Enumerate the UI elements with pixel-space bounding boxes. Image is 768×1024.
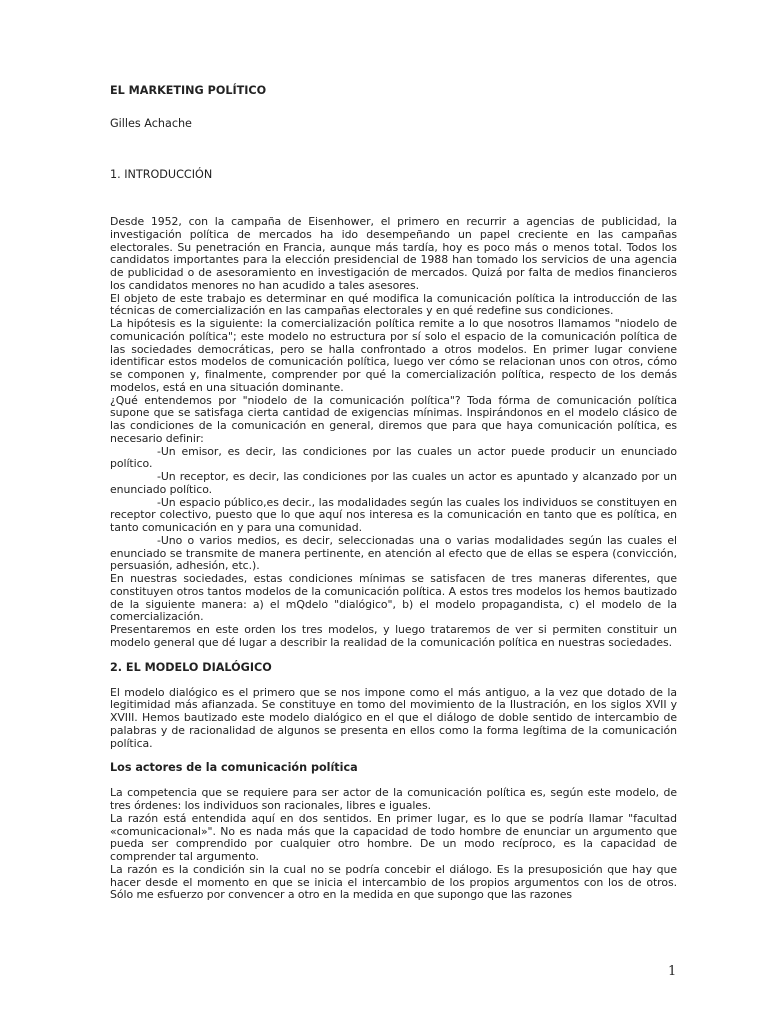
section-heading-introduccion: 1. INTRODUCCIÓN — [110, 168, 213, 181]
list-item: -Un emisor, es decir, las condiciones por las cuales un actor puede producir un enunciado político. — [110, 444, 677, 471]
section-heading-modelo-dialogico: 2. EL MODELO DIALÓGICO — [110, 660, 272, 674]
subsection-heading-actores: Los actores de la comunicación política — [110, 761, 358, 775]
document-title: EL MARKETING POLÍTICO — [110, 84, 267, 97]
paragraph: Presentaremos en este orden los tres modelos, y luego trataremos de ver si permiten constituir un modelo general que dé lugar a describir la realidad de la comunicación política en nuestras sociedades. — [110, 623, 677, 649]
paragraph: La hipótesis es la siguiente: la comercialización política remite a lo que nosotros llamamos "niodelo de comunicación política"; este modelo no estructura por sí solo el espacio de la comunicación política de las sociedades democráticas, pero se halla confrontado a otros modelos. En primer lugar conviene identificar estos modelos de comunicación política, luego ver cómo se relacionan unos con otros, cómo se componen y, finalmente, comprender por qué la comercialización política, respecto de los demás modelos, está en una situación dominante. — [110, 317, 677, 394]
document-body — [110, 84, 677, 902]
paragraph: El objeto de este trabajo es determinar en qué modifica la comunicación política la introducción de las técnicas de comercialización en las campañas electorales y en qué redefine sus condiciones. — [110, 291, 677, 318]
paragraph: En nuestras sociedades, estas condiciones mínimas se satisfacen de tres maneras diferentes, que constituyen otros tantos modelos de la comunicación política. A estos tres modelos los hemos bautizado de la siguiente manera: a) el mQdelo "dialógico", b) el modelo propagandista, c) el modelo de la comercialización. — [110, 572, 677, 624]
page-number: 1 — [668, 964, 677, 979]
list-item: -Un espacio público,es decir., las modalidades según las cuales los individuos se constituyen en receptor colectivo, puesto que lo que aquí nos interesa es la comunicación en tanto que es política, en tanto comunicación en y para una comunidad. — [110, 495, 677, 534]
paragraph: ¿Qué entendemos por "niodelo de la comunicación política"? Toda fórma de comunicación política supone que se satisfaga cierta cantidad de exigencias mínimas. Inspirándonos en el modelo clásico de las condiciones de la comunicación en general, diremos que para que haya comunicación política, es necesario definir: — [110, 393, 677, 445]
paragraph: El modelo dialógico es el primero que se nos impone como el más antiguo, a la vez que dotado de la legitimidad más afianzada. Se constituye en tomo del movimiento de la Ilustración, en los siglos XVII y XVIII. Hemos bautizado este modelo dialógico en el que el diálogo de doble sentido de intercambio de palabras y de racionalidad de algunos se presenta en ellos como la forma legítima de la comunicación política. — [110, 685, 677, 750]
paragraph: La razón está entendida aquí en dos sentidos. En primer lugar, es lo que se podría llamar "facultad «comunicacional»". No es nada más que la capacidad de todo hombre de enunciar un argumento que pueda ser comprendido por cualquier otro hombre. De un modo recíproco, es la capacidad de comprender tal argumento. — [110, 811, 677, 863]
paragraph: La competencia que se requiere para ser actor de la comunicación política es, según este modelo, de tres órdenes: los individuos son racionales, libres e iguales. — [110, 786, 677, 812]
paragraph: Desde 1952, con la campaña de Eisenhower, el primero en recurrir a agencias de publicidad, la investigación política de mercados ha ido desempeñando un papel creciente en las campañas electorales. Su penetración en Francia, aunque más tardía, hoy es poco más o menos total. Todos los candidatos importantes para la elección presidencial de 1988 han tomado los servicios de una agencia de publicidad o de asesoramiento en investigación de mercados. Quizá por falta de medios financieros los candidatos menores no han acudido a tales asesores. — [110, 215, 677, 292]
document-author: Gilles Achache — [110, 117, 192, 130]
paragraph: La razón es la condición sin la cual no se podría concebir el diálogo. Es la presuposición que hay que hacer desde el momento en que se inicia el intercambio de los propios argumentos con los de otros. Sólo me esfuerzo por convencer a otro en la medida en que supongo que las razones — [110, 862, 677, 902]
list-item: -Uno o varios medios, es decir, seleccionadas una o varias modalidades según las cuales el enunciado se transmite de manera pertinente, en atención al efecto que de ellas se espera (convicción, persuasión, adhesión, etc.). — [110, 533, 677, 573]
list-item: -Un receptor, es decir, las condiciones por las cuales un actor es apuntado y alcanzado por un enunciado político. — [110, 470, 677, 496]
